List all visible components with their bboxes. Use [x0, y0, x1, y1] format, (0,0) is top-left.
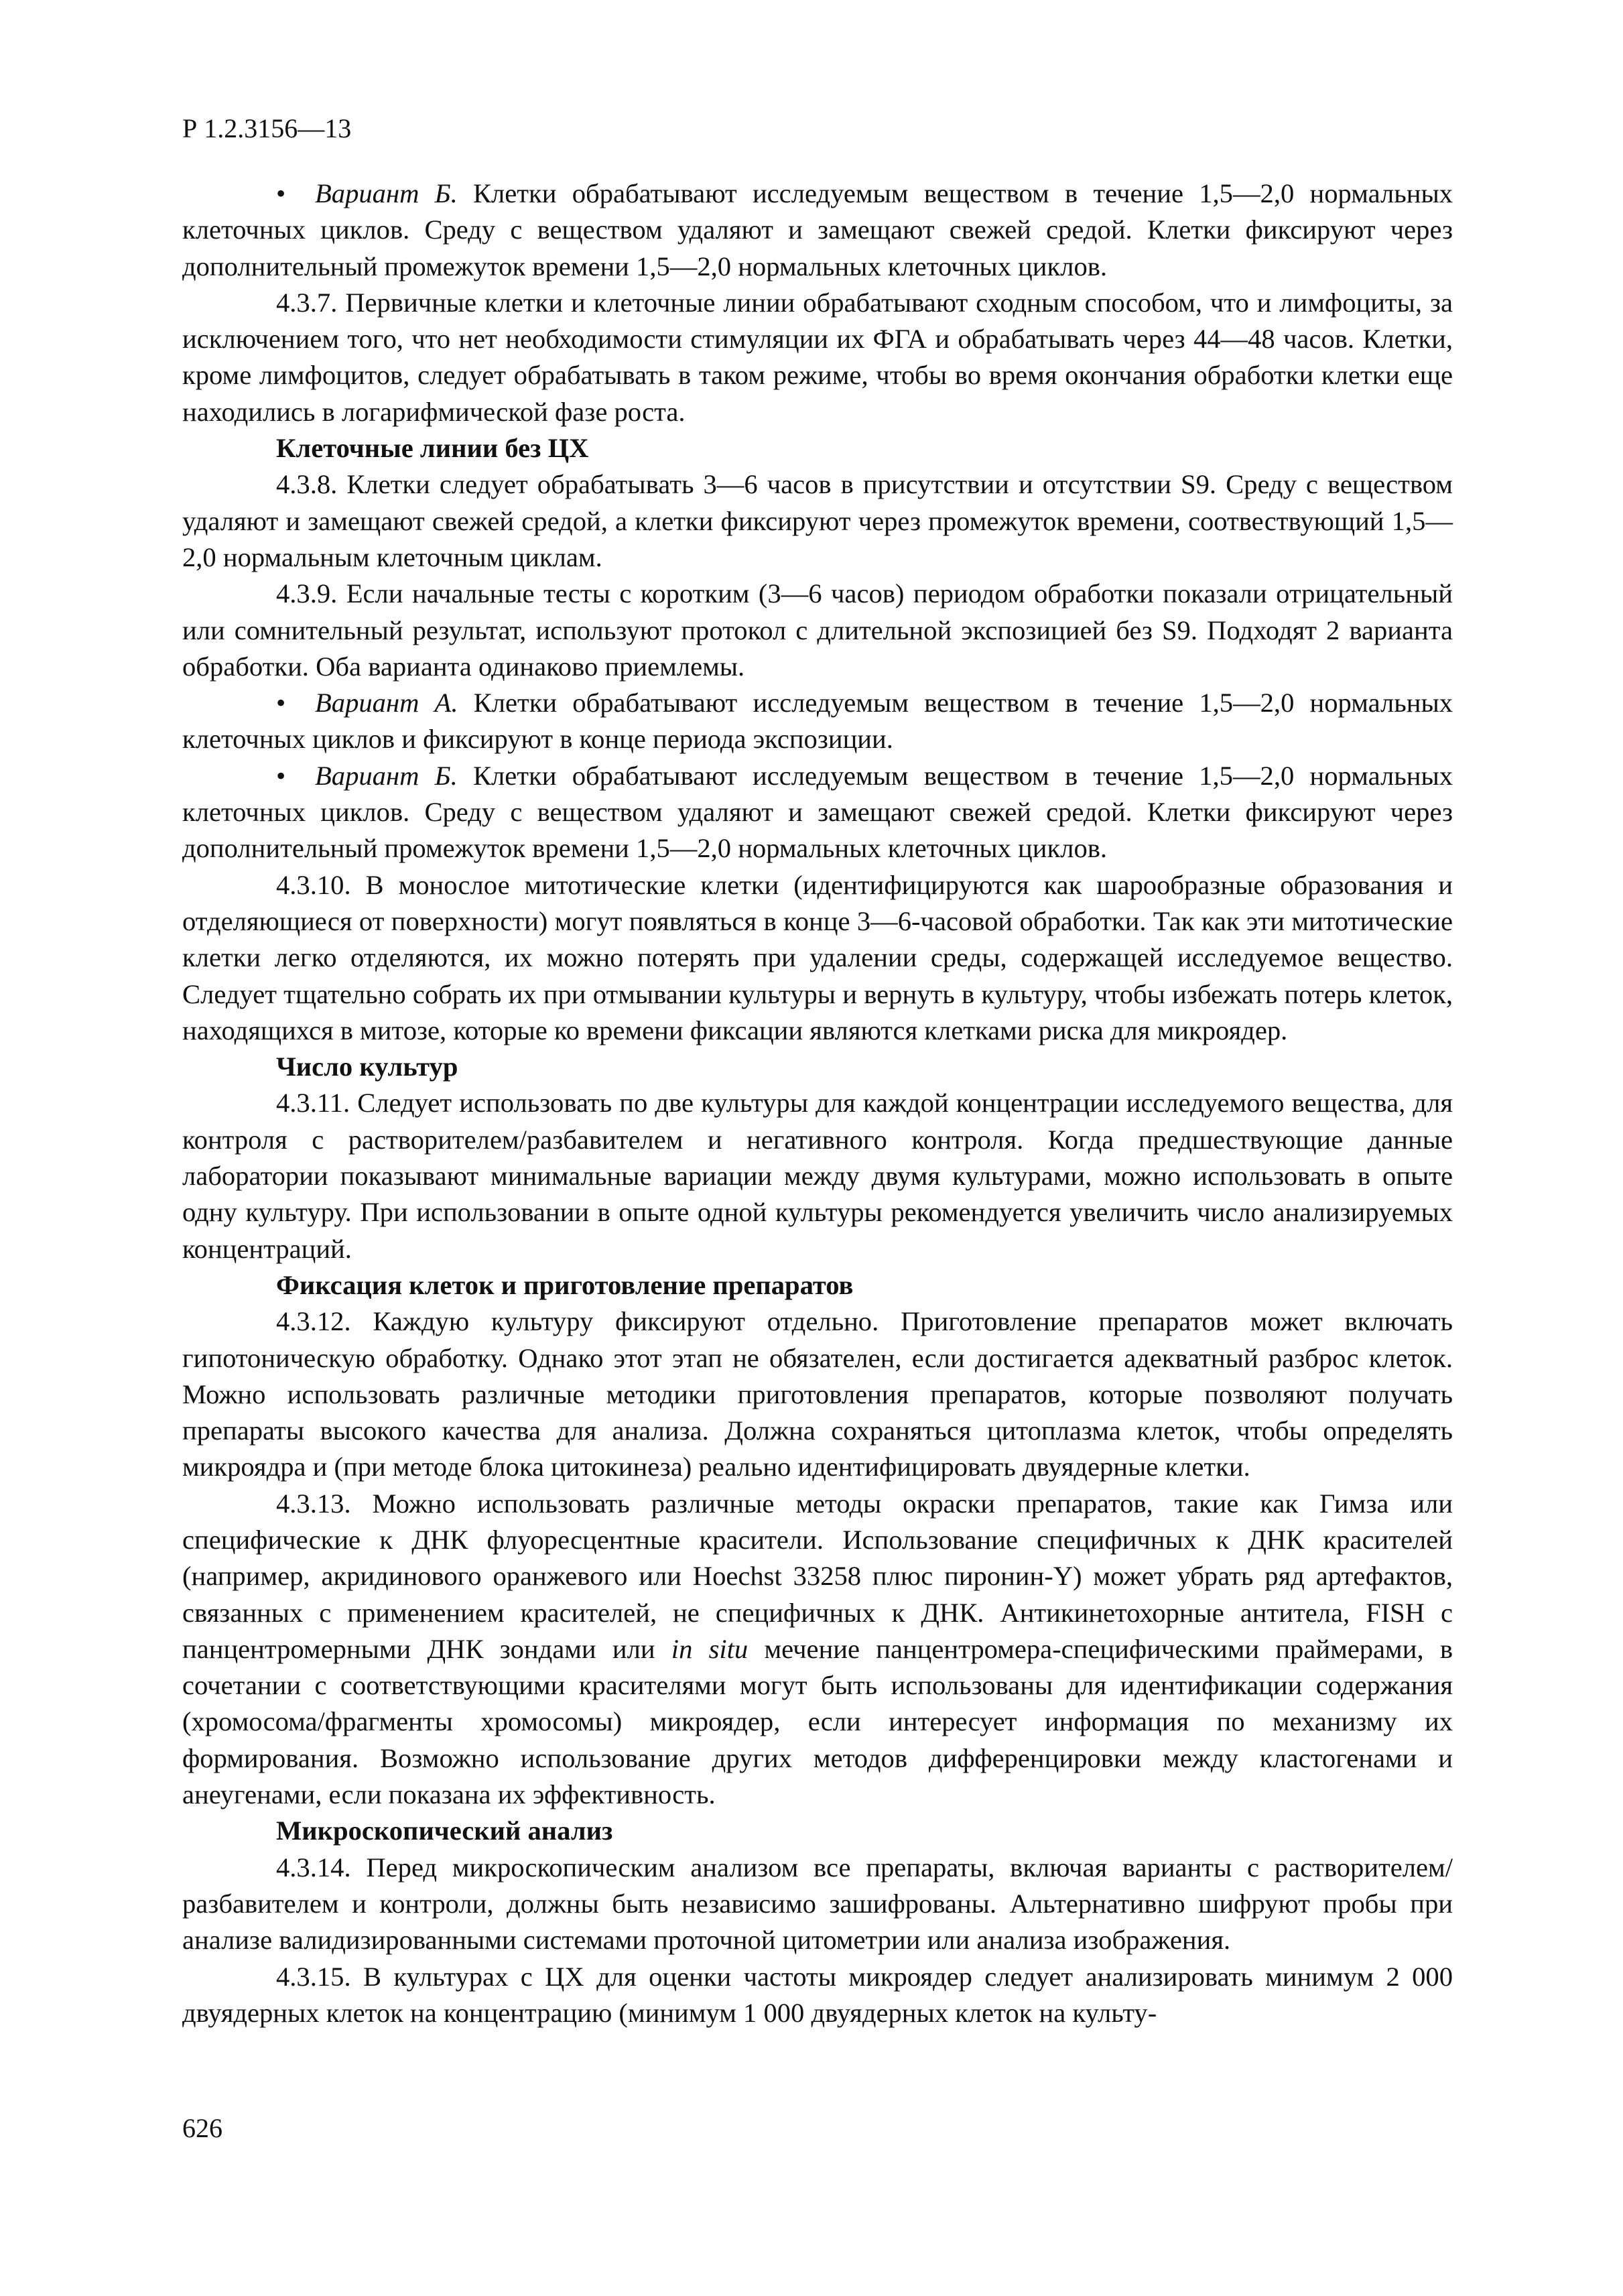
paragraph-4-3-9: 4.3.9. Если начальные тесты с коротким (3—6 часов) периодом обработки показали отрицательный или сомнительный результат, используют протокол с длительной экспозицией без S9. Подходят 2 варианта обработки. Оба варианта одинаково приемлемы.: [182, 578, 1453, 682]
paragraph-4-3-13: [182, 1486, 1453, 1813]
section-heading-cell-lines: Клеточные линии без ЦХ: [276, 433, 589, 464]
paragraph-variant-b-2: [182, 758, 1453, 867]
paragraph-4-3-8: 4.3.8. Клетки следует обрабатывать 3—6 часов в присутствии и отсутствии S9. Среду с веществом удаляют и замещают свежей средой, а клетки фиксируют через промежуток времени, соотвествующий 1,5—2,0 нормальным клеточным циклам.: [182, 469, 1453, 572]
paragraph-variant-a: [182, 685, 1453, 758]
paragraph-text: мечение панцентромера-специфическими праймерами, в сочетании с соответствующими красителями могут быть использованы для идентификации содержания (хромосома/фрагменты хромосомы) микроядер, если интересует информация по механизму их формирования. Возможно использование других методов дифференцировки между кластогенами и анеугенами, если показана их эффективность.: [182, 1633, 1453, 1810]
paragraph-4-3-7: 4.3.7. Первичные клетки и клеточные линии обрабатывают сходным способом, что и лимфоциты, за исключением того, что нет необходимости стимуляции их ФГА и обрабатывать через 44—48 часов. Клетки, кроме лимфоцитов, следует обрабатывать в таком режиме, чтобы во время окончания обработки клетки еще находились в логарифмической фазе роста.: [182, 287, 1453, 427]
paragraph-text: Клетки обрабатывают исследуемым веществом в течение 1,5—2,0 нормальных клеточных циклов. Среду с веществом удаляют и замещают свежей средой. Клетки фиксируют через дополнительный промежуток времени 1,5—2,0 нормальных клеточных циклов.: [182, 760, 1453, 864]
page-number: 626: [182, 2113, 222, 2143]
paragraph-text: Клетки обрабатывают исследуемым веществом в течение 1,5—2,0 нормальных клеточных циклов. Среду с веществом удаляют и замещают свежей средой. Клетки фиксируют через дополнительный промежуток времени 1,5—2,0 нормальных клеточных циклов.: [182, 178, 1453, 281]
paragraph-4-3-15: 4.3.15. В культурах с ЦХ для оценки частоты микроядер следует анализировать минимум 2 000 двуядерных клеток на концентрацию (минимум 1 000 двуядерных клеток на культу-: [182, 1961, 1453, 2028]
paragraph-4-3-11: 4.3.11. Следует использовать по две культуры для каждой концентрации исследуемого вещества, для контроля с растворителем/разбавителем и негативного контроля. Когда предшествующие данные лаборатории показывают минимальные вариации между двумя культурами, можно использовать в опыте одну культуру. При использовании в опыте одной культуры рекомендуется увеличить число анализируемых концентраций.: [182, 1088, 1453, 1264]
section-heading-culture-count: Число культур: [276, 1051, 458, 1082]
paragraph-4-3-10: 4.3.10. В монослое митотические клетки (идентифицируются как шарообразные образования и отделяющиеся от поверхности) могут появляться в конце 3—6-часовой обработки. Так как эти митотические клетки легко отделяются, их можно потерять при удалении среды, содержащей исследуемое вещество. Следует тщательно собрать их при отмывании культуры и вернуть в культуру, чтобы избежать потерь клеток, находящихся в митозе, которые ко времени фиксации являются клетками риска для микроядер.: [182, 869, 1453, 1045]
document-code: Р 1.2.3156—13: [182, 113, 352, 143]
document-body: [182, 176, 1453, 2031]
section-heading-fixation: Фиксация клеток и приготовление препаратов: [276, 1269, 854, 1300]
bullet-icon: •: [276, 178, 286, 208]
paragraph-text: 4.3.13. Можно использовать различные методы окраски препаратов, такие как Гимза или специфические к ДНК флуоресцентные красители. Использование специфичных к ДНК красителей (например, акридинового оранжевого или Hoechst 33258 плюс пиронин-Y) может убрать ряд артефактов, связанных с применением красителей, не специфичных к ДНК. Антикинетохорные антитела, FISH с панцентромерными ДНК зондами или: [182, 1488, 1453, 1664]
paragraph-4-3-14: 4.3.14. Перед микроскопическим анализом все препараты, включая варианты с растворителем/разбавителем и контроли, должны быть независимо зашифрованы. Альтернативно шифруют пробы при анализе валидизированными системами проточной цитометрии или анализа изображения.: [182, 1852, 1453, 1956]
italic-term: in situ: [671, 1633, 749, 1664]
variant-label: Вариант А.: [315, 688, 458, 718]
variant-label: Вариант Б.: [315, 760, 458, 791]
paragraph-variant-b-1: [182, 176, 1453, 285]
section-heading-microscopy: Микроскопический анализ: [276, 1815, 613, 1846]
bullet-icon: •: [276, 760, 286, 791]
variant-label: Вариант Б.: [315, 178, 458, 208]
paragraph-text: Клетки обрабатывают исследуемым веществом в течение 1,5—2,0 нормальных клеточных циклов и фиксируют в конце периода экспозиции.: [182, 688, 1453, 755]
paragraph-4-3-12: 4.3.12. Каждую культуру фиксируют отдельно. Приготовление препаратов может включать гипотоническую обработку. Однако этот этап не обязателен, если достигается адекватный разброс клеток. Можно использовать различные методики приготовления препаратов, которые позволяют получать препараты высокого качества для анализа. Должна сохраняться цитоплазма клеток, чтобы определять микроядра и (при методе блока цитокинеза) реально идентифицировать двуядерные клетки.: [182, 1306, 1453, 1482]
bullet-icon: •: [276, 688, 286, 718]
